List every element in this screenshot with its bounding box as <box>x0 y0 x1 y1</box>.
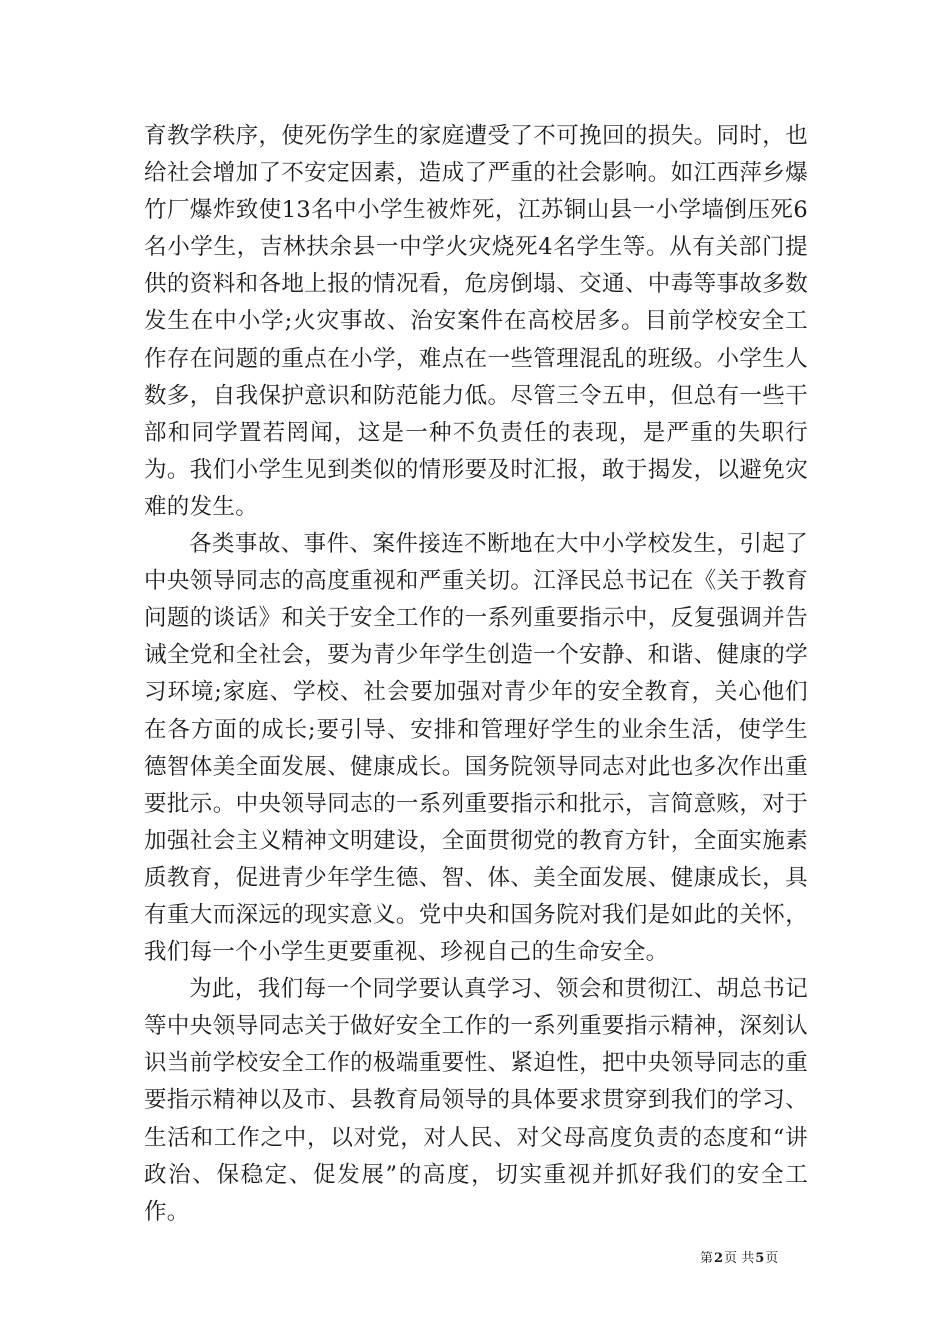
footer-suffix: 页 <box>765 1251 779 1266</box>
footer-middle: 页 共 <box>724 1251 755 1266</box>
footer-prefix: 第 <box>700 1251 714 1266</box>
paragraph-3: 为此，我们每一个同学要认真学习、领会和贯彻江、胡总书记等中央领导同志关于做好安全工作的一系列重要指示精神，深刻认识当前学校安全工作的极端重要性、紧迫性，把中央领导同志的重要指示精神以及市、县教育局领导的具体要求贯穿到我们的学习、生活和工作之中，以对党，对人民、对父母高度负责的态度和“讲政治、保稳定、促发展”的高度，切实重视并抓好我们的安全工作。 <box>144 976 808 1225</box>
total-page-number: 5 <box>755 1251 765 1266</box>
paragraph-1: 育教学秩序，使死伤学生的家庭遭受了不可挽回的损失。同时，也给社会增加了不安定因素，造成了严重的社会影响。如江西萍乡爆竹厂爆炸致使13名中小学生被炸死，江苏铜山县一小学墙倒压死6名小学生，吉林扶余县一中学火灾烧死4名学生等。从有关部门提供的资料和各地上报的情况看，危房倒塌、交通、中毒等事故多数发生在中小学;火灾事故、治安案件在高校居多。目前学校安全工作存在问题的重点在小学，难点在一些管理混乱的班级。小学生人数多，自我保护意识和防范能力低。尽管三令五申，但总有一些干部和同学置若罔闻，这是一种不负责任的表现，是严重的失职行为。我们小学生见到类似的情形要及时汇报，敢于揭发，以避免灾难的发生。 <box>144 123 808 520</box>
page-number-footer <box>700 1251 830 1267</box>
paragraph-2: 各类事故、事件、案件接连不断地在大中小学校发生，引起了中央领导同志的高度重视和严重关切。江泽民总书记在《关于教育问题的谈话》和关于安全工作的一系列重要指示中，反复强调并告诫全党和全社会，要为青少年学生创造一个安静、和谐、健康的学习环境;家庭、学校、社会要加强对青少年的安全教育，关心他们在各方面的成长;要引导、安排和管理好学生的业余生活，使学生德智体美全面发展、健康成长。国务院领导同志对此也多次作出重要批示。中央领导同志的一系列重要指示和批示，言简意赅，对于加强社会主义精神文明建设，全面贯彻党的教育方针，全面实施素质教育，促进青少年学生德、智、体、美全面发展、健康成长，具有重大而深远的现实意义。党中央和国务院对我们是如此的关怀，我们每一个小学生更要重视、珍视自己的生命安全。 <box>144 531 808 966</box>
document-body <box>144 118 808 1231</box>
current-page-number: 2 <box>714 1251 724 1266</box>
